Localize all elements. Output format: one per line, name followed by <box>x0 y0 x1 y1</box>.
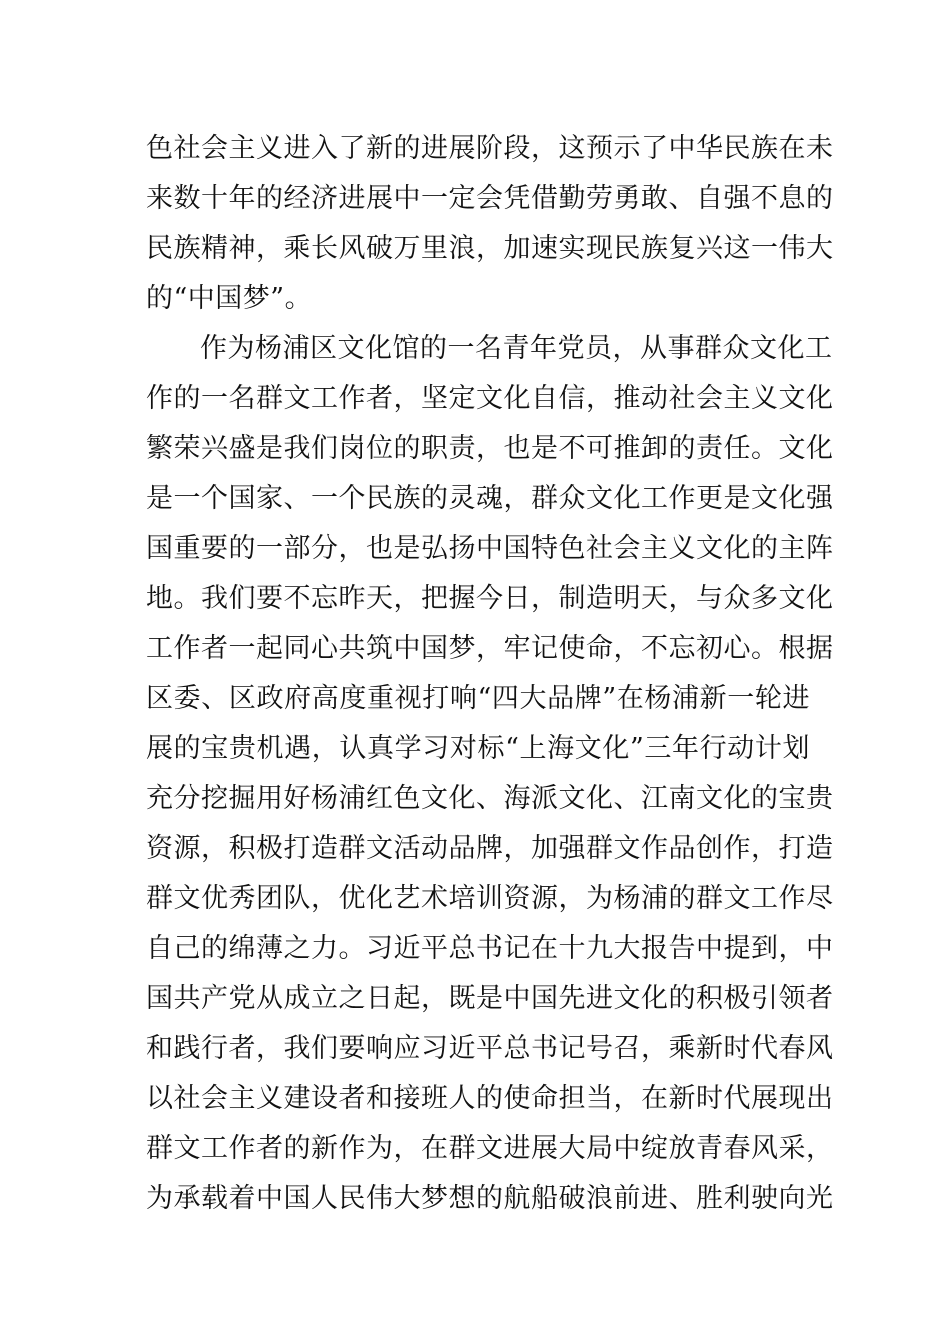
text-line: 地。我们要不忘昨天，把握今日，制造明天，与众多文化 <box>146 583 834 614</box>
text-line: 工作者一起同心共筑中国梦，牢记使命，不忘初心。根据 <box>146 633 834 664</box>
body-text <box>146 124 834 1224</box>
text-line: 繁荣兴盛是我们岗位的职责，也是不可推卸的责任。文化 <box>146 433 834 464</box>
text-line: 国重要的一部分，也是弘扬中国特色社会主义文化的主阵 <box>146 533 834 564</box>
text-line: 来数十年的经济进展中一定会凭借勤劳勇敢、自强不息的 <box>146 183 834 214</box>
text-line: 为承载着中国人民伟大梦想的航船破浪前进、胜利驶向光 <box>146 1183 834 1214</box>
text-line: 和践行者，我们要响应习近平总书记号召，乘新时代春风 <box>146 1033 834 1064</box>
text-line: 群文优秀团队，优化艺术培训资源，为杨浦的群文工作尽 <box>146 883 834 914</box>
text-line: 群文工作者的新作为，在群文进展大局中绽放青春风采， <box>146 1133 834 1164</box>
text-line: 色社会主义进入了新的进展阶段，这预示了中华民族在未 <box>146 133 834 164</box>
text-line: 区委、区政府高度重视打响“四大品牌”在杨浦新一轮进 <box>146 683 810 714</box>
text-line: 作的一名群文工作者，坚定文化自信，推动社会主义文化 <box>146 383 834 414</box>
text-line: 的“中国梦”。 <box>146 283 313 314</box>
text-line: 以社会主义建设者和接班人的使命担当，在新时代展现出 <box>146 1083 834 1114</box>
text-line-paragraph-start: 作为杨浦区文化馆的一名青年党员，从事群众文化工 <box>200 333 833 364</box>
text-line: 国共产党从成立之日起，既是中国先进文化的积极引领者 <box>146 983 834 1014</box>
text-line: 民族精神，乘长风破万里浪，加速实现民族复兴这一伟大 <box>146 233 834 264</box>
text-line: 自己的绵薄之力。习近平总书记在十九大报告中提到，中 <box>146 933 834 964</box>
text-line: 资源，积极打造群文活动品牌，加强群文作品创作，打造 <box>146 833 834 864</box>
text-line: 是一个国家、一个民族的灵魂，群众文化工作更是文化强 <box>146 483 834 514</box>
text-line: 充分挖掘用好杨浦红色文化、海派文化、江南文化的宝贵 <box>146 783 834 814</box>
text-line: 展的宝贵机遇，认真学习对标“上海文化”三年行动计划 <box>146 733 810 764</box>
